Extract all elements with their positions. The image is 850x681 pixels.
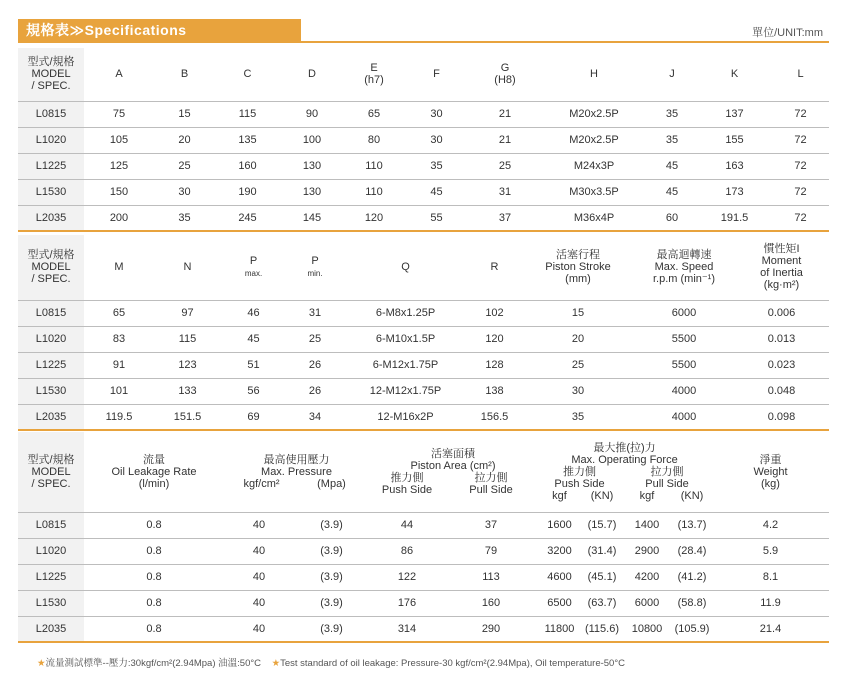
table-row [18, 326, 829, 352]
value-cell: 191.5 [720, 211, 749, 224]
value-cell: 101 [109, 385, 129, 397]
value-cell: 6500 [547, 597, 572, 609]
value-cell: 11800 [544, 622, 575, 635]
value-cell: 119.5 [105, 410, 133, 423]
col-m: M [114, 261, 124, 274]
value-cell: 30 [571, 385, 585, 397]
value-cell: 6-M8x1.25P [375, 307, 436, 319]
value-cell: 6000 [671, 307, 697, 319]
value-cell: 155 [725, 134, 744, 146]
spec-table-performance [18, 235, 829, 431]
value-cell: (45.1) [587, 571, 617, 583]
value-cell: 69 [247, 410, 260, 423]
value-cell: 35 [665, 108, 679, 120]
value-cell: 0.8 [146, 597, 162, 609]
table-row [18, 616, 829, 642]
model-cell: L2035 [18, 616, 84, 642]
header-bar [18, 19, 829, 43]
value-cell: 34 [308, 410, 322, 423]
value-cell: 21 [498, 108, 512, 120]
value-cell: 0.8 [146, 519, 162, 531]
page-title: 規格表≫Specifications [18, 19, 301, 41]
value-cell: 12-M12x1.75P [369, 385, 442, 397]
value-cell: 51 [247, 359, 260, 371]
value-cell: 45 [665, 160, 679, 172]
table-row [18, 300, 829, 326]
value-cell: 163 [725, 160, 744, 172]
value-cell: 0.013 [767, 333, 796, 345]
model-cell: L1020 [18, 127, 84, 153]
value-cell: 120 [364, 211, 384, 224]
value-cell: 86 [400, 545, 414, 557]
value-cell: 5500 [671, 333, 697, 345]
value-cell: 6000 [634, 597, 660, 609]
value-cell: 6-M12x1.75P [372, 359, 439, 371]
value-cell: M20x2.5P [569, 108, 619, 120]
value-cell: 31 [498, 186, 512, 198]
value-cell: 130 [302, 186, 322, 198]
value-cell: (115.6) [584, 622, 620, 635]
value-cell: 138 [485, 385, 504, 397]
value-cell: 4200 [634, 571, 660, 583]
value-cell: 75 [112, 108, 126, 120]
model-cell: L1225 [18, 352, 84, 378]
value-cell: 113 [482, 571, 500, 583]
value-cell: 35 [430, 160, 443, 172]
value-cell: (3.9) [320, 571, 343, 583]
value-cell: 150 [109, 186, 129, 198]
col-piston-stroke: 活塞行程 Piston Stroke (mm) [545, 249, 611, 286]
value-cell: M24x3P [573, 160, 615, 172]
value-cell: 122 [397, 571, 417, 583]
value-cell: (3.9) [320, 545, 343, 557]
value-cell: 0.098 [767, 410, 796, 423]
value-cell: 65 [367, 108, 381, 120]
value-cell: 26 [308, 385, 322, 397]
value-cell: 105 [109, 134, 129, 146]
value-cell: 72 [794, 134, 807, 146]
spec-table-force [18, 432, 829, 643]
value-cell: 45 [247, 333, 260, 345]
value-cell: 72 [794, 211, 807, 224]
table-row [18, 538, 829, 564]
value-cell: 6-M10x1.5P [375, 333, 436, 345]
value-cell: 45 [430, 186, 443, 198]
table-row [18, 205, 829, 231]
col-max-speed: 最高迴轉速 Max. Speed r.p.m (min⁻¹) [652, 249, 716, 286]
value-cell: (3.9) [320, 597, 343, 609]
model-cell: L1225 [18, 564, 84, 590]
table-row [18, 153, 829, 179]
col-moment-of-inertia: 慣性矩I Moment of Inertia (kg·m²) [760, 243, 803, 292]
value-cell: 123 [178, 359, 197, 371]
value-cell: 83 [112, 333, 126, 345]
value-cell: 30 [430, 108, 443, 120]
value-cell: (31.4) [587, 545, 617, 557]
value-cell: 1400 [634, 519, 660, 531]
col-q: Q [401, 261, 410, 274]
col-l: L [797, 68, 804, 81]
col-oil-leakage: 流量 Oil Leakage Rate (l/min) [111, 453, 197, 490]
value-cell: 30 [178, 186, 191, 198]
value-cell: 4600 [547, 571, 572, 583]
col-max-operating-force: 最大推(拉)力 Max. Operating Force 推力側 拉力側 Push Side Pull Side kgf (KN) kgf (KN) [552, 441, 704, 502]
value-cell: 80 [367, 134, 381, 146]
value-cell: 35 [665, 134, 679, 146]
value-cell: 25 [308, 333, 322, 345]
value-cell: (28.4) [677, 545, 707, 557]
model-spec-header: 型式/規格 MODEL / SPEC. [18, 432, 84, 512]
value-cell: (15.7) [587, 519, 617, 531]
model-cell: L2035 [18, 404, 84, 430]
table-row [18, 378, 829, 404]
value-cell: 40 [252, 519, 266, 531]
value-cell: 45 [665, 186, 679, 198]
model-cell: L0815 [18, 512, 84, 538]
value-cell: 79 [484, 545, 498, 557]
table-row [18, 564, 829, 590]
value-cell: 72 [794, 108, 807, 120]
value-cell: 1600 [547, 519, 572, 531]
value-cell: 173 [725, 186, 744, 198]
value-cell: 15 [178, 108, 191, 120]
value-cell: 314 [397, 622, 417, 635]
value-cell: 120 [485, 333, 504, 345]
value-cell: 133 [178, 385, 197, 397]
value-cell: 160 [238, 160, 257, 172]
value-cell: 4.2 [762, 519, 779, 531]
value-cell: 176 [397, 597, 417, 609]
table3-header-row [18, 432, 829, 512]
spec-table-dimensions [18, 48, 829, 232]
footnote-en: Test standard of oil leakage: Pressure-30 kgf/cm²(2.94Mpa), Oil temperature-50°C [280, 658, 626, 669]
value-cell: 102 [485, 307, 504, 319]
col-weight: 淨重 Weight (kg) [753, 453, 788, 490]
value-cell: 25 [498, 160, 512, 172]
value-cell: 5.9 [762, 545, 779, 557]
value-cell: 20 [571, 333, 585, 345]
table-row [18, 179, 829, 205]
value-cell: 37 [484, 519, 498, 531]
model-cell: L1530 [18, 179, 84, 205]
value-cell: 26 [308, 359, 322, 371]
value-cell: 110 [365, 160, 383, 172]
value-cell: 65 [112, 307, 126, 319]
value-cell: 25 [178, 160, 191, 172]
value-cell: 145 [302, 211, 322, 224]
value-cell: M36x4P [573, 211, 615, 224]
star-icon: ★ [271, 658, 281, 669]
col-d: D [308, 68, 316, 81]
table-row [18, 101, 829, 127]
value-cell: 72 [794, 186, 807, 198]
value-cell: 35 [178, 211, 191, 224]
col-piston-area: 活塞面積 Piston Area (cm²) 推力側 拉力側 Push Side Pull Side [381, 447, 513, 496]
value-cell: 3200 [547, 545, 572, 557]
value-cell: 15 [571, 307, 585, 319]
model-cell: L2035 [18, 205, 84, 231]
value-cell: 31 [308, 307, 322, 319]
value-cell: 40 [252, 622, 266, 635]
value-cell: 0.048 [767, 385, 796, 397]
value-cell: 25 [571, 359, 585, 371]
value-cell: 156.5 [480, 410, 509, 423]
value-cell: (3.9) [320, 622, 343, 635]
value-cell: 21.4 [759, 622, 782, 635]
col-p-min: P min. [307, 254, 323, 278]
value-cell: 200 [109, 211, 129, 224]
col-k: K [730, 68, 739, 81]
value-cell: 125 [109, 160, 129, 172]
value-cell: 0.8 [146, 545, 162, 557]
value-cell: 21 [498, 134, 512, 146]
value-cell: M30x3.5P [569, 186, 619, 198]
col-a: A [115, 68, 123, 81]
value-cell: 130 [302, 160, 322, 172]
col-b: B [180, 68, 189, 81]
model-cell: L1530 [18, 378, 84, 404]
value-cell: 160 [481, 597, 501, 609]
value-cell: 60 [665, 211, 679, 224]
value-cell: 40 [252, 571, 266, 583]
table1-header-row [18, 48, 829, 101]
value-cell: 97 [181, 307, 194, 319]
value-cell: 151.5 [173, 410, 202, 423]
model-cell: L0815 [18, 101, 84, 127]
model-cell: L1020 [18, 326, 84, 352]
table-row [18, 512, 829, 538]
value-cell: 0.006 [767, 307, 796, 319]
value-cell: 37 [498, 211, 512, 224]
unit-label: 單位/UNIT:mm [752, 27, 823, 39]
value-cell: 40 [252, 597, 266, 609]
value-cell: 290 [481, 622, 501, 635]
value-cell: 100 [302, 134, 322, 146]
value-cell: (41.2) [677, 571, 707, 583]
value-cell: 0.023 [767, 359, 796, 371]
col-n: N [183, 261, 192, 274]
model-cell: L1530 [18, 590, 84, 616]
value-cell: 4000 [671, 410, 697, 423]
value-cell: 128 [485, 359, 504, 371]
value-cell: 12-M16x2P [377, 410, 434, 423]
model-cell: L1225 [18, 153, 84, 179]
col-f: F [433, 68, 440, 81]
table-row [18, 352, 829, 378]
value-cell: 137 [725, 108, 744, 120]
col-e: E (h7) [364, 62, 384, 87]
value-cell: 10800 [631, 622, 663, 635]
col-j: J [669, 68, 675, 81]
table2-header-row [18, 235, 829, 300]
value-cell: 4000 [671, 385, 697, 397]
model-spec-header: 型式/規格 MODEL / SPEC. [18, 235, 84, 300]
value-cell: 135 [238, 134, 257, 146]
value-cell: 90 [305, 108, 319, 120]
value-cell: 5500 [671, 359, 697, 371]
col-c: C [243, 68, 252, 81]
value-cell: 0.8 [146, 622, 162, 635]
table-row [18, 127, 829, 153]
value-cell: 245 [238, 211, 257, 224]
value-cell: 0.8 [146, 571, 162, 583]
table-row [18, 590, 829, 616]
col-h: H [590, 68, 598, 81]
value-cell: 44 [400, 519, 414, 531]
col-g: G (H8) [494, 62, 516, 87]
value-cell: 115 [238, 108, 257, 120]
value-cell: 11.9 [760, 597, 781, 609]
value-cell: 2900 [634, 545, 660, 557]
value-cell: 91 [112, 359, 126, 371]
footnote [37, 655, 625, 669]
value-cell: (13.7) [677, 519, 707, 531]
footnote-zh: 流量測試標準--壓力:30kgf/cm²(2.94Mpa) 油溫:50°C [45, 658, 262, 669]
value-cell: 55 [430, 211, 443, 224]
value-cell: (63.7) [587, 597, 617, 609]
value-cell: 110 [365, 186, 383, 198]
value-cell: 115 [178, 333, 197, 345]
value-cell: 20 [178, 134, 191, 146]
value-cell: M20x2.5P [569, 134, 619, 146]
value-cell: (58.8) [677, 597, 707, 609]
value-cell: 40 [252, 545, 266, 557]
star-icon: ★ [37, 658, 46, 669]
value-cell: 8.1 [762, 571, 779, 583]
value-cell: 56 [247, 385, 260, 397]
table-row [18, 404, 829, 430]
value-cell: 30 [430, 134, 443, 146]
value-cell: 46 [247, 307, 260, 319]
value-cell: 35 [571, 410, 585, 423]
value-cell: (105.9) [674, 622, 710, 635]
model-cell: L1020 [18, 538, 84, 564]
model-spec-header: 型式/規格 MODEL / SPEC. [18, 48, 84, 101]
col-p-max: P max. [244, 254, 263, 278]
col-r: R [490, 261, 499, 274]
value-cell: (3.9) [320, 519, 343, 531]
value-cell: 72 [794, 160, 807, 172]
col-max-pressure: 最高使用壓力 Max. Pressure kgf/cm² (Mpa) [243, 453, 346, 490]
value-cell: 190 [238, 186, 257, 198]
model-cell: L0815 [18, 300, 84, 326]
